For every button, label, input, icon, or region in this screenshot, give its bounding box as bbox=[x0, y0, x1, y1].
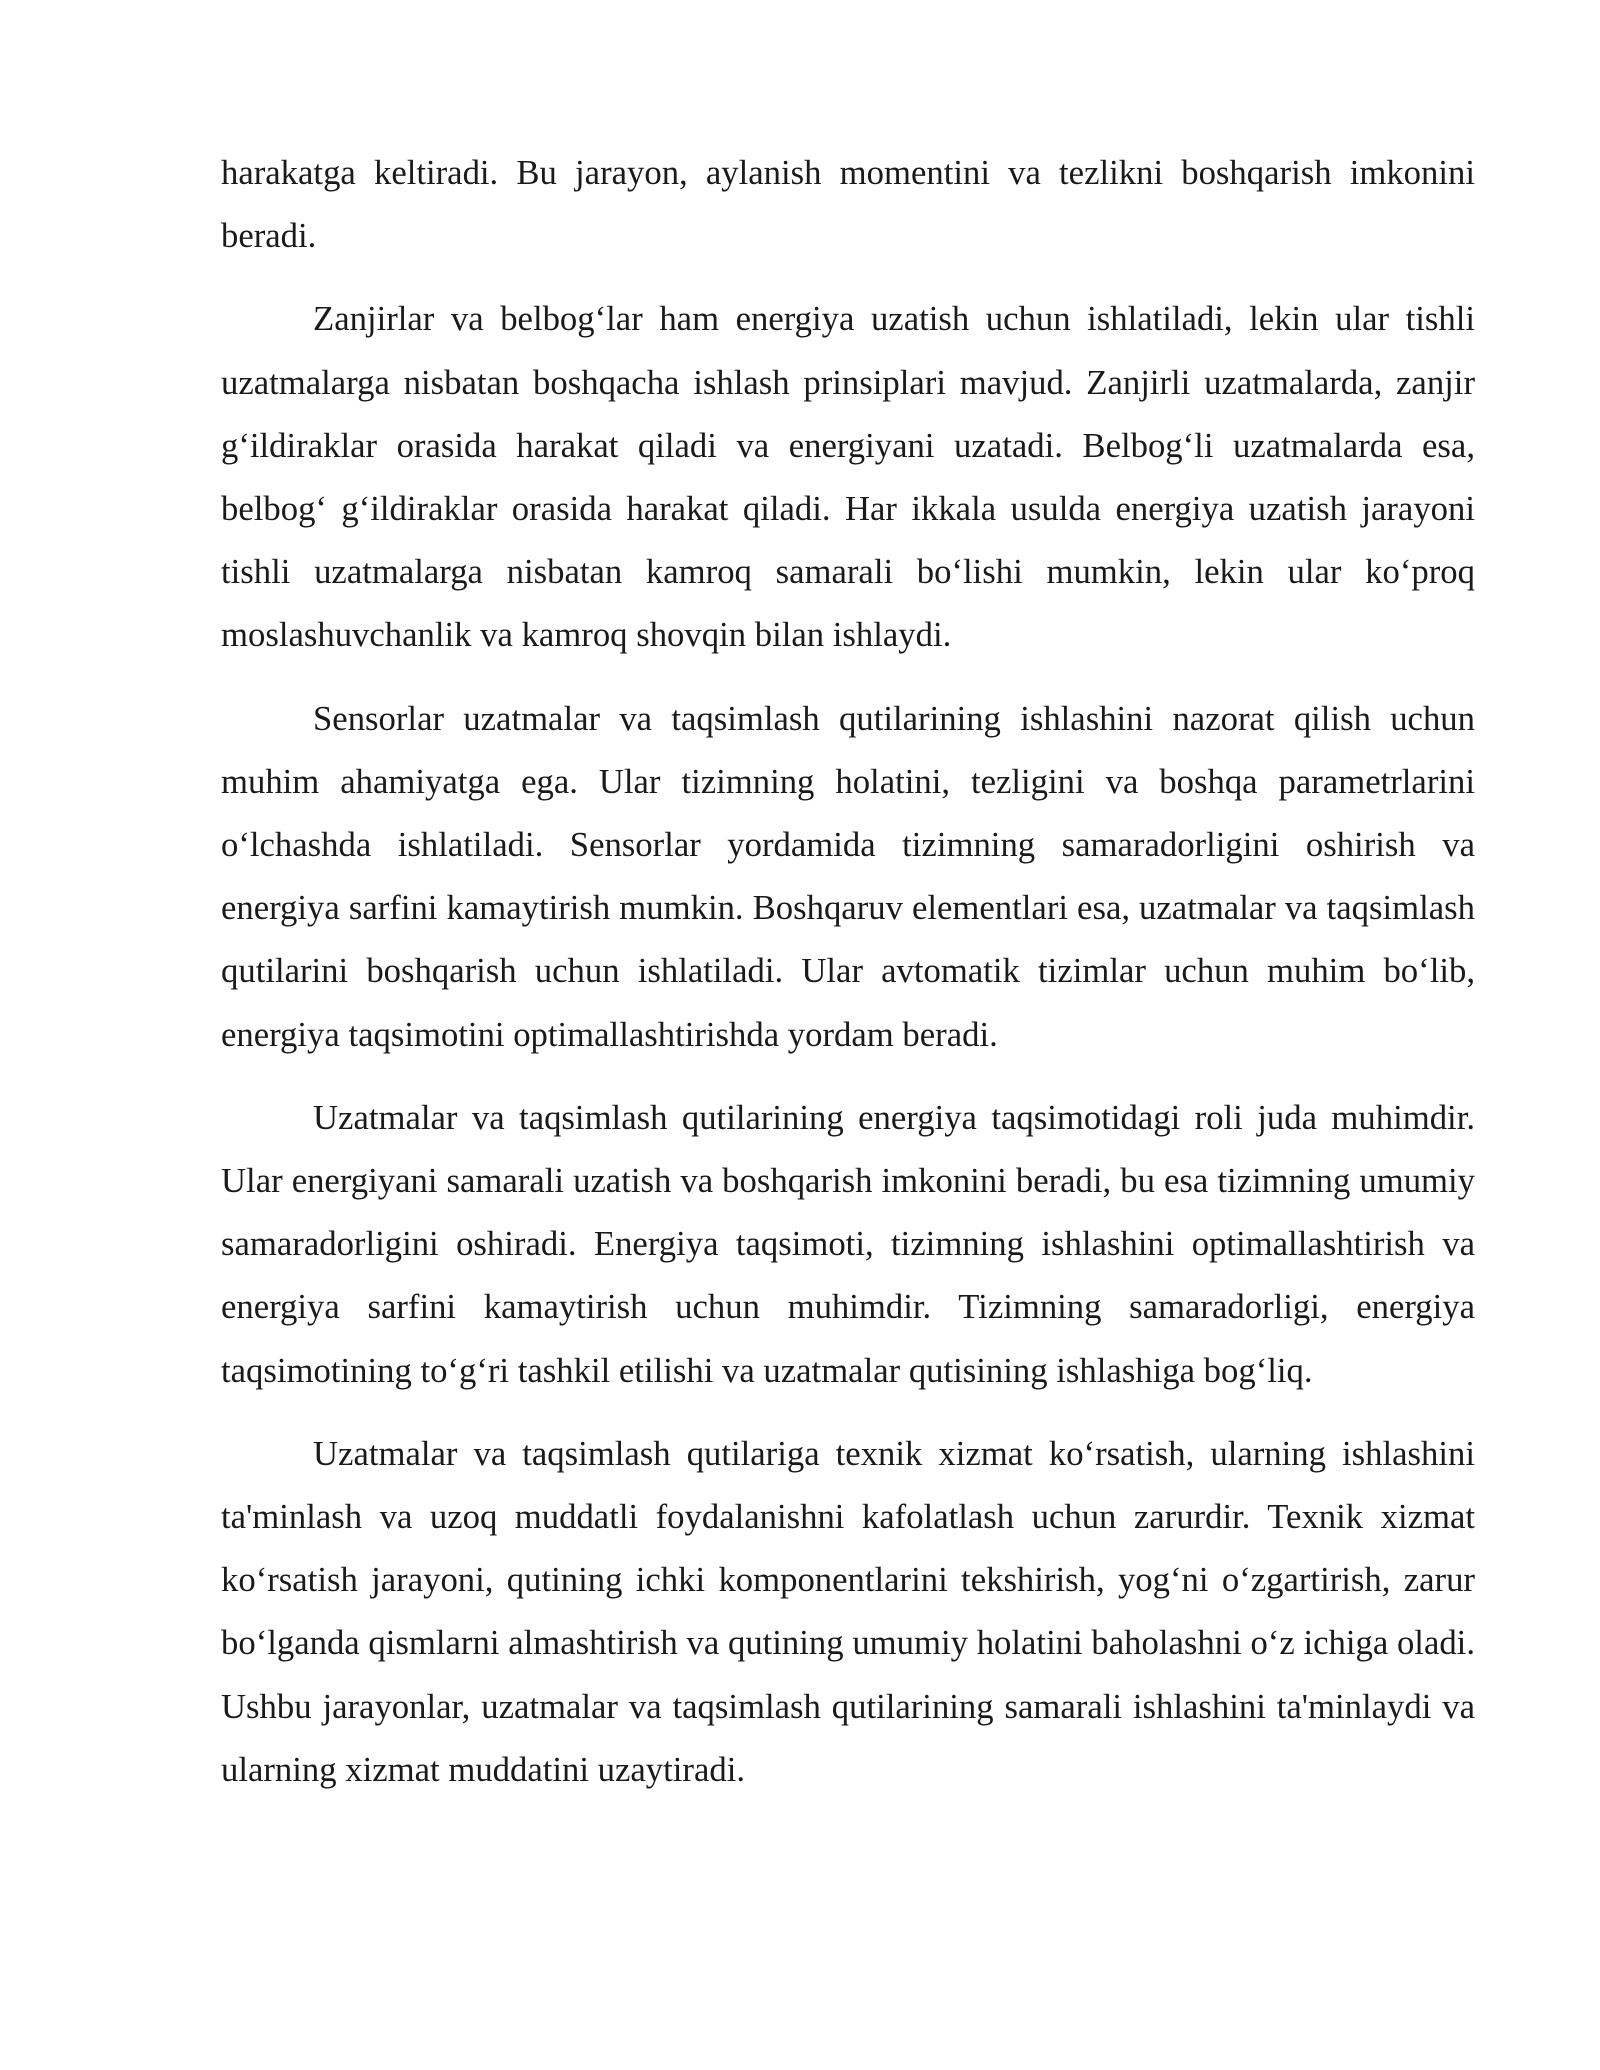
paragraph-continuation: harakatga keltiradi. Bu jarayon, aylanish momentini va tezlikni boshqarish imkonini beradi. bbox=[221, 153, 1475, 256]
paragraph-chains-belts: Zanjirlar va belbog‘lar ham energiya uzatish uchun ishlatiladi, lekin ular tishli uzatmalarga nisbatan boshqacha ishlash prinsiplari mavjud. Zanjirli uzatmalarda, zanjir g‘ildiraklar orasida harakat qiladi va energiyani uzatadi. Belbog‘li uzatmalarda esa, belbog‘ g‘ildiraklar orasida harakat qiladi. Har ikkala usulda energiya uzatish jarayoni tishli uzatmalarga nisbatan kamroq samarali bo‘lishi mumkin, lekin ular ko‘proq moslashuvchanlik va kamroq shovqin bilan ishlaydi. bbox=[221, 299, 1475, 655]
paragraph-sensors: Sensorlar uzatmalar va taqsimlash qutilarining ishlashini nazorat qilish uchun muhim ahamiyatga ega. Ular tizimning holatini, tezligini va boshqa parametrlarini o‘lchashda ishlatiladi. Sensorlar yordamida tizimning samaradorligini oshirish va energiya sarfini kamaytirish mumkin. Boshqaruv elementlari esa, uzatmalar va taqsimlash qutilarini boshqarish uchun ishlatiladi. Ular avtomatik tizimlar uchun muhim bo‘lib, energiya taqsimotini optimallashtirishda yordam beradi. bbox=[221, 698, 1475, 1054]
paragraph-maintenance: Uzatmalar va taqsimlash qutilariga texnik xizmat ko‘rsatish, ularning ishlashini ta'minlash va uzoq muddatli foydalanishni kafolatlash uchun zarurdir. Texnik xizmat ko‘rsatish jarayoni, qutining ichki komponentlarini tekshirish, yog‘ni o‘zgartirish, zarur bo‘lganda qismlarni almashtirish va qutining umumiy holatini baholashni o‘z ichiga oladi. Ushbu jarayonlar, uzatmalar va taqsimlash qutilarining samarali ishlashini ta'minlaydi va ularning xizmat muddatini uzaytiradi. bbox=[221, 1433, 1475, 1789]
document-body bbox=[221, 141, 1475, 1821]
paragraph-energy-distribution: Uzatmalar va taqsimlash qutilarining energiya taqsimotidagi roli juda muhimdir. Ular energiyani samarali uzatish va boshqarish imkonini beradi, bu esa tizimning umumiy samaradorligini oshiradi. Energiya taqsimoti, tizimning ishlashini optimallashtirish va energiya sarfini kamaytirish uchun muhimdir. Tizimning samaradorligi, energiya taqsimotining to‘g‘ri tashkil etilishi va uzatmalar qutisining ishlashiga bog‘liq. bbox=[221, 1097, 1475, 1390]
